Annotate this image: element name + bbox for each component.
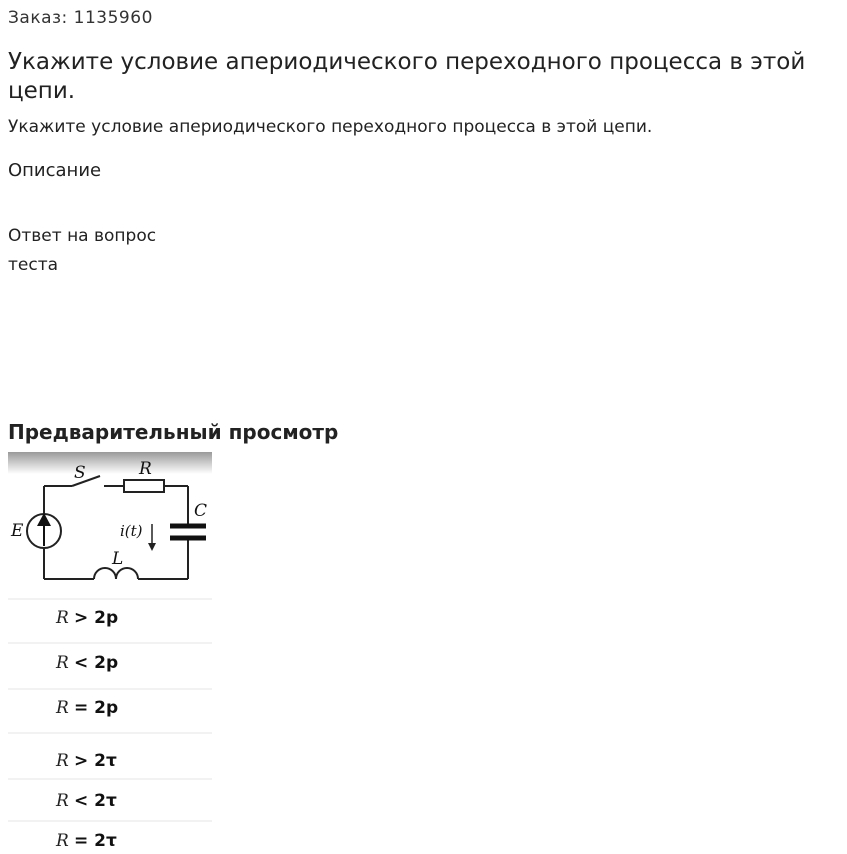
option-rhs: = 2τ bbox=[74, 831, 117, 851]
option-lhs: R bbox=[56, 653, 69, 673]
page-title: Укажите условие апериодического переходного процесса в этой цепи. bbox=[8, 49, 806, 104]
answer-label: Ответ на вопрос теста bbox=[8, 226, 157, 275]
option-item[interactable] bbox=[55, 791, 117, 811]
circuit-wires bbox=[27, 476, 188, 579]
resistor-symbol bbox=[124, 480, 164, 492]
capacitor-label: C bbox=[194, 501, 208, 521]
option-lhs: R bbox=[56, 831, 69, 851]
option-rhs: < 2p bbox=[74, 653, 119, 673]
switch-label: S bbox=[74, 463, 86, 483]
inductor-symbol bbox=[94, 568, 138, 579]
option-item[interactable] bbox=[55, 653, 118, 673]
option-lhs: R bbox=[56, 751, 69, 771]
options-list bbox=[8, 598, 212, 851]
option-lhs: R bbox=[56, 608, 69, 628]
option-rhs: > 2p bbox=[74, 608, 119, 628]
source-label: E bbox=[11, 521, 24, 541]
option-lhs: R bbox=[56, 791, 69, 811]
option-item[interactable] bbox=[55, 698, 118, 718]
inductor-label: L bbox=[112, 549, 124, 569]
preview-heading: Предварительный просмотр bbox=[8, 420, 339, 444]
current-label: i(t) bbox=[120, 522, 143, 540]
option-rhs: = 2p bbox=[74, 698, 119, 718]
question-text: Укажите условие апериодического переходного процесса в этой цепи. bbox=[8, 117, 653, 137]
option-lhs: R bbox=[56, 698, 69, 718]
circuit-diagram bbox=[8, 452, 212, 854]
order-number: Заказ: 1135960 bbox=[8, 8, 153, 28]
capacitor-symbol bbox=[170, 526, 206, 538]
preview-image bbox=[8, 452, 212, 854]
resistor-label: R bbox=[139, 459, 152, 479]
image-header-band bbox=[8, 452, 212, 474]
option-item[interactable] bbox=[55, 608, 118, 628]
description-heading: Описание bbox=[8, 160, 102, 181]
option-rhs: > 2τ bbox=[74, 751, 117, 771]
option-item[interactable] bbox=[55, 751, 117, 771]
option-rhs: < 2τ bbox=[74, 791, 117, 811]
current-arrow-icon bbox=[148, 543, 156, 551]
option-item[interactable] bbox=[55, 831, 117, 851]
